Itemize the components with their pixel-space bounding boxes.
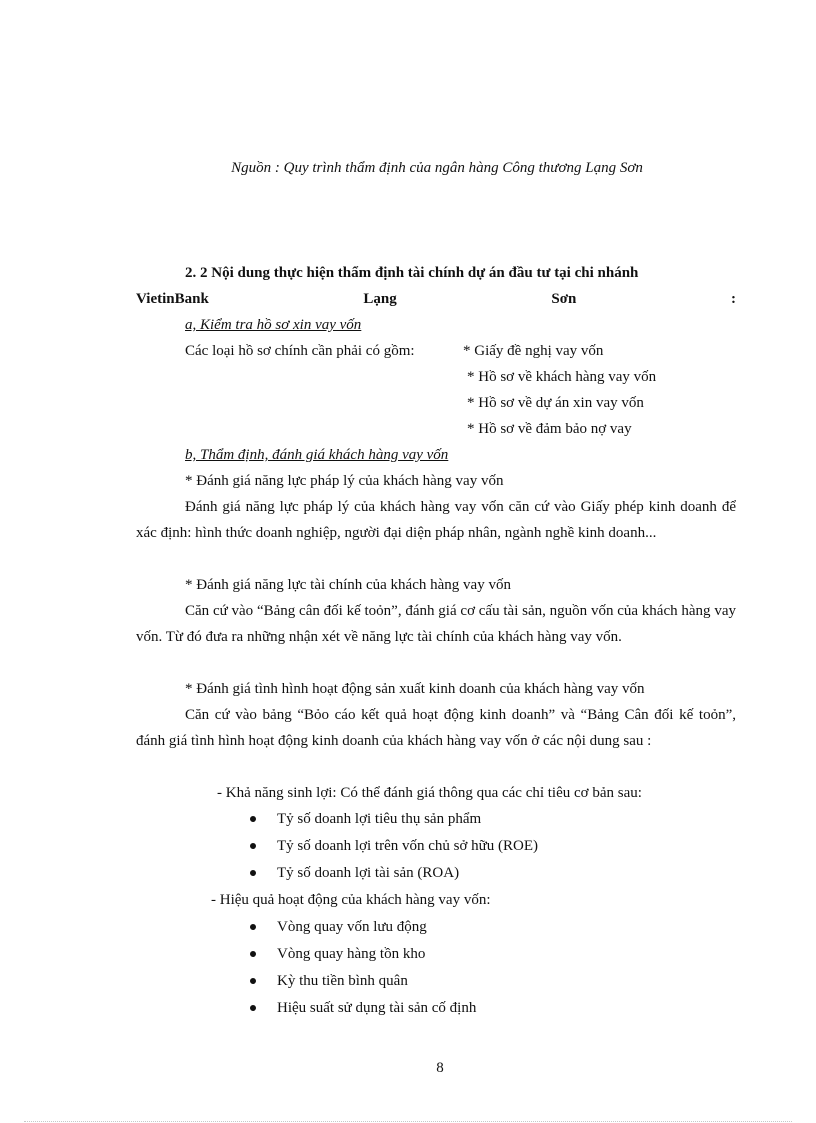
list-item xyxy=(250,810,481,828)
footer-divider xyxy=(24,1121,792,1122)
document-item: * Hồ sơ về dự án xin vay vốn xyxy=(467,395,644,411)
legal-capacity-heading: * Đánh giá năng lực pháp lý của khách hàng vay vốn xyxy=(185,473,504,489)
profitability-item: Tỷ số doanh lợi tiêu thụ sản phẩm xyxy=(277,811,482,827)
financial-capacity-paragraph: Căn cứ vào “Bảng cân đối kế toỏn”, đánh giá cơ cấu tài sản, nguồn vốn của khách hàng vay vốn. Từ đó đưa ra những nhận xét về năng lực tài chính của khách hàng vay vốn. xyxy=(136,603,736,645)
efficiency-item: Vòng quay vốn lưu động xyxy=(277,919,427,935)
page-number: 8 xyxy=(436,1060,444,1076)
list-item xyxy=(250,918,427,936)
bullet-icon xyxy=(250,843,256,849)
document-item: * Giấy đề nghị vay vốn xyxy=(463,343,604,359)
heading-word: Sơn xyxy=(551,291,577,307)
section-heading-line1: 2. 2 Nội dung thực hiện thẩm định tài chính dự án đầu tư tại chi nhánh xyxy=(185,265,639,281)
profitability-heading: - Khả năng sinh lợi: Có thể đánh giá thông qua các chỉ tiêu cơ bản sau: xyxy=(217,785,642,801)
bullet-icon xyxy=(250,870,256,876)
bullet-icon xyxy=(250,816,256,822)
bullet-icon xyxy=(250,1005,256,1011)
document-item: * Hồ sơ về đảm bảo nợ vay xyxy=(467,421,632,437)
profitability-item: Tỷ số doanh lợi trên vốn chủ sở hữu (ROE) xyxy=(277,838,539,854)
bullet-icon xyxy=(250,978,256,984)
list-item xyxy=(250,837,538,855)
list-item xyxy=(250,864,459,882)
subsection-b-title: b, Thẩm định, đánh giá khách hàng vay vốn xyxy=(185,447,449,463)
operations-paragraph: Căn cứ vào bảng “Bỏo cáo kết quả hoạt động kinh doanh” và “Bảng Cân đối kế toỏn”, đánh giá tình hình hoạt động kinh doanh của khách hàng vay vốn ở các nội dung sau : xyxy=(136,707,736,749)
legal-capacity-paragraph: Đánh giá năng lực pháp lý của khách hàng vay vốn căn cứ vào Giấy phép kinh doanh để xác định: hình thức doanh nghiệp, người đại diện pháp nhân, ngành nghề kinh doanh... xyxy=(136,499,736,541)
document-item: * Hồ sơ về khách hàng vay vốn xyxy=(467,369,657,385)
efficiency-heading: - Hiệu quả hoạt động của khách hàng vay vốn: xyxy=(211,892,491,908)
source-caption: Nguồn : Quy trình thẩm định của ngân hàng Công thương Lạng Sơn xyxy=(231,160,643,176)
subsection-a-title: a, Kiểm tra hồ sơ xin vay vốn xyxy=(185,317,362,333)
heading-word: : xyxy=(730,291,736,307)
heading-word: VietinBank xyxy=(136,291,209,307)
bullet-icon xyxy=(250,924,256,930)
efficiency-item: Hiệu suất sử dụng tài sản cố định xyxy=(277,1000,477,1016)
financial-capacity-heading: * Đánh giá năng lực tài chính của khách hàng vay vốn xyxy=(185,577,511,593)
profitability-item: Tỷ số doanh lợi tài sản (ROA) xyxy=(277,865,460,881)
list-item xyxy=(250,972,408,990)
efficiency-item: Kỳ thu tiền bình quân xyxy=(277,973,408,989)
documents-intro: Các loại hồ sơ chính cần phải có gồm: xyxy=(185,343,415,359)
section-heading-line2 xyxy=(136,290,736,308)
efficiency-item: Vòng quay hàng tồn kho xyxy=(277,946,426,962)
list-item xyxy=(250,999,476,1017)
operations-heading: * Đánh giá tình hình hoạt động sản xuất kinh doanh của khách hàng vay vốn xyxy=(185,681,645,697)
list-item xyxy=(250,945,425,963)
bullet-icon xyxy=(250,951,256,957)
heading-word: Lạng xyxy=(363,291,397,307)
